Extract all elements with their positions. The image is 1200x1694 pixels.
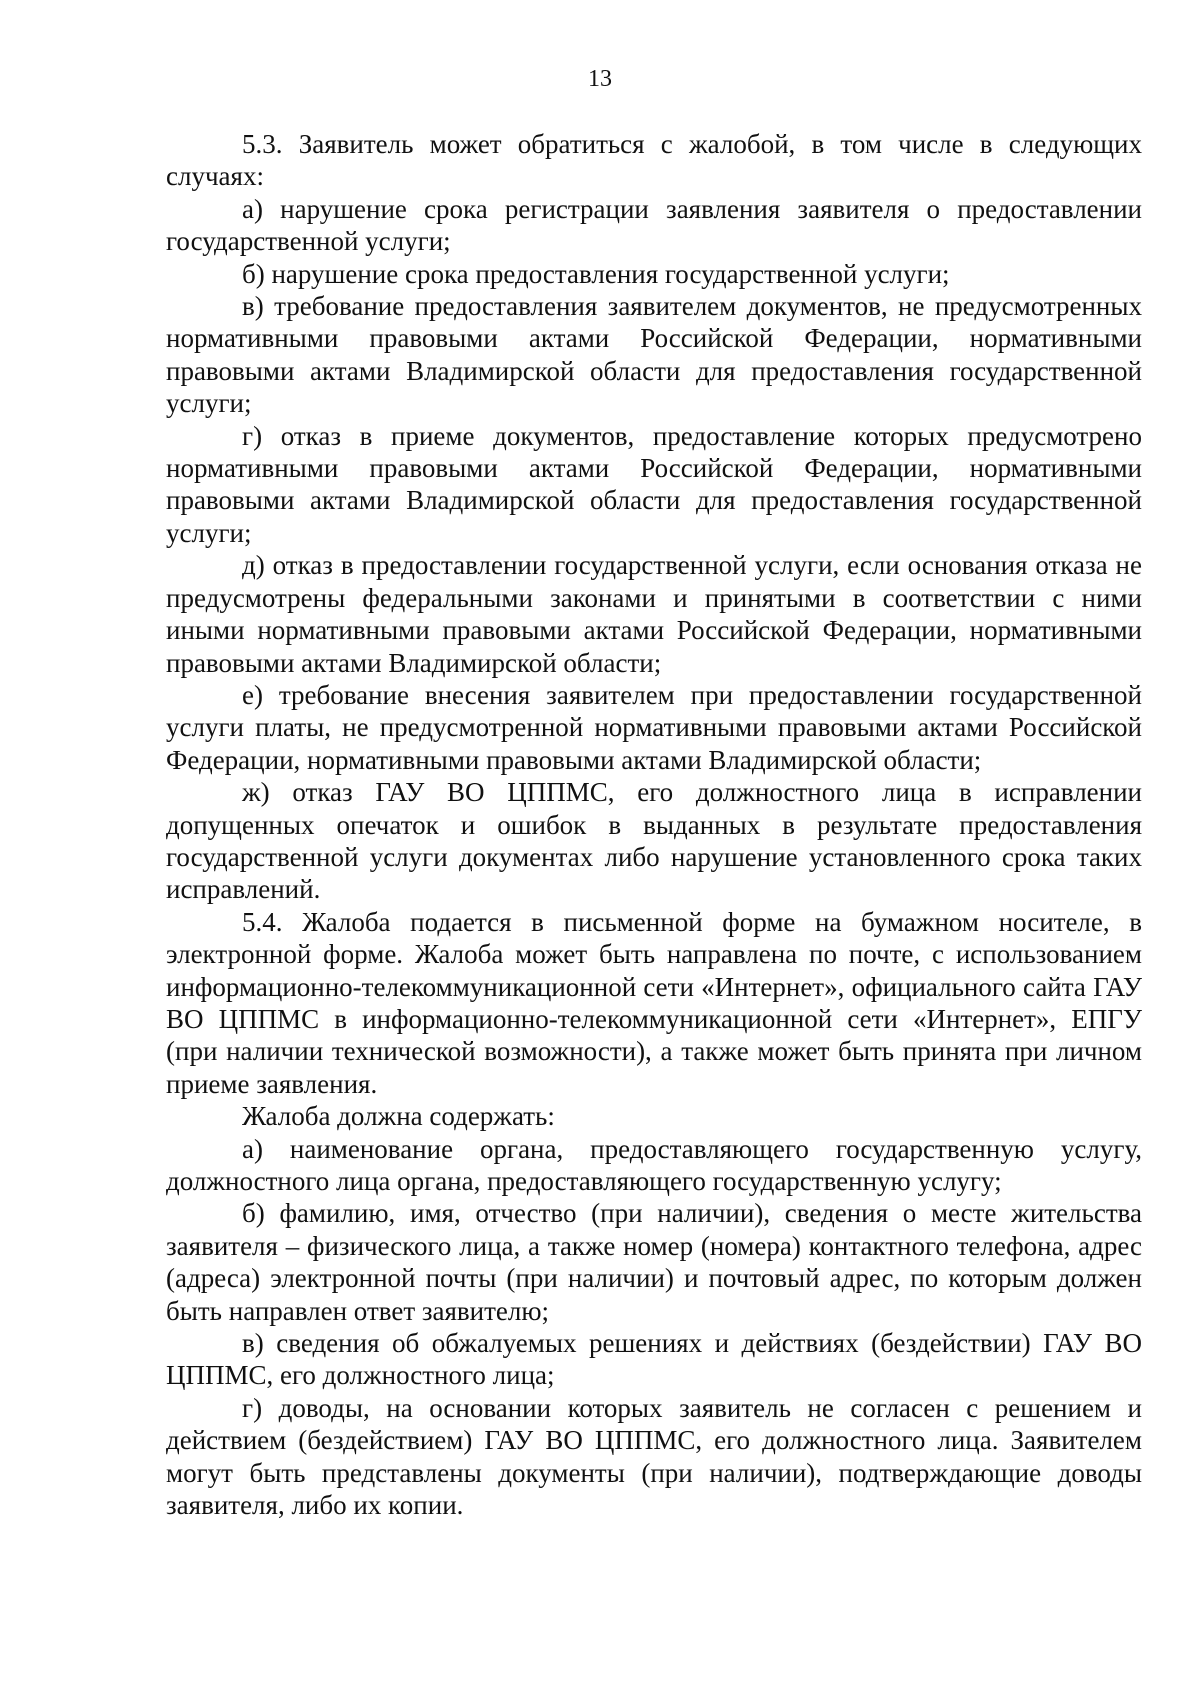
- complaint-contents-heading: Жалоба должна содержать:: [242, 1101, 555, 1132]
- list-item-a-registration: а) нарушение срока регистрации заявления заявителя о предоставлении государственной услуги;: [166, 193, 1142, 257]
- page-number: 13: [588, 66, 612, 92]
- list-item-d-refusal-service: д) отказ в предоставлении государственной услуги, если основания отказа не предусмотрены федеральными законами и принятыми в соответствии с ними иными нормативными правовыми актами Российской Федерации, нормативными правовыми актами Владимирской области;: [166, 550, 1142, 678]
- contents-item-v-decisions: в) сведения об обжалуемых решениях и действиях (бездействии) ГАУ ВО ЦППМС, его должностного лица;: [166, 1328, 1142, 1391]
- contents-item-a-organ: а) наименование органа, предоставляющего государственную услугу, должностного лица органа, предоставляющего государственную услугу;: [166, 1133, 1142, 1196]
- list-item-zh-correction-refusal: ж) отказ ГАУ ВО ЦППМС, его должностного лица в исправлении допущенных опечаток и ошибок в выданных в результате предоставления государственной услуги документах либо нарушение установленного срока таких исправлений.: [166, 777, 1142, 905]
- list-item-v-documents-request: в) требование предоставления заявителем документов, не предусмотренных нормативными правовыми актами Российской Федерации, нормативными правовыми актами Владимирской области для предоставления государственной услуги;: [166, 291, 1142, 419]
- contents-item-g-arguments: г) доводы, на основании которых заявитель не согласен с решением и действием (бездействием) ГАУ ВО ЦППМС, его должностного лица. Заявителем могут быть представлены документы (при наличии), подтверждающие доводы заявителя, либо их копии.: [166, 1392, 1142, 1521]
- document-body: [166, 128, 1142, 1521]
- paragraph-5-3: 5.3. Заявитель может обратиться с жалобой, в том числе в следующих случаях:: [166, 129, 1142, 192]
- list-item-e-fee-request: е) требование внесения заявителем при предоставлении государственной услуги платы, не предусмотренной нормативными правовыми актами Российской Федерации, нормативными правовыми актами Владимирской области;: [166, 679, 1142, 775]
- list-item-g-refusal-acceptance: г) отказ в приеме документов, предоставление которых предусмотрено нормативными правовыми актами Российской Федерации, нормативными правовыми актами Владимирской области для предоставления государственной услуги;: [166, 420, 1142, 548]
- contents-item-b-applicant: б) фамилию, имя, отчество (при наличии), сведения о месте жительства заявителя – физического лица, а также номер (номера) контактного телефона, адрес (адреса) электронной почты (при наличии) и почтовый адрес, по которым должен быть направлен ответ заявителю;: [166, 1198, 1142, 1326]
- list-item-b-deadline: б) нарушение срока предоставления государственной услуги;: [242, 258, 950, 289]
- paragraph-5-4: 5.4. Жалоба подается в письменной форме на бумажном носителе, в электронной форме. Жалоба может быть направлена по почте, с использованием информационно-телекоммуникационной сети «Интернет», официального сайта ГАУ ВО ЦППМС в информационно-телекоммуникационной сети «Интернет», ЕПГУ (при наличии технической возможности), а также может быть принята при личном приеме заявления.: [166, 906, 1142, 1099]
